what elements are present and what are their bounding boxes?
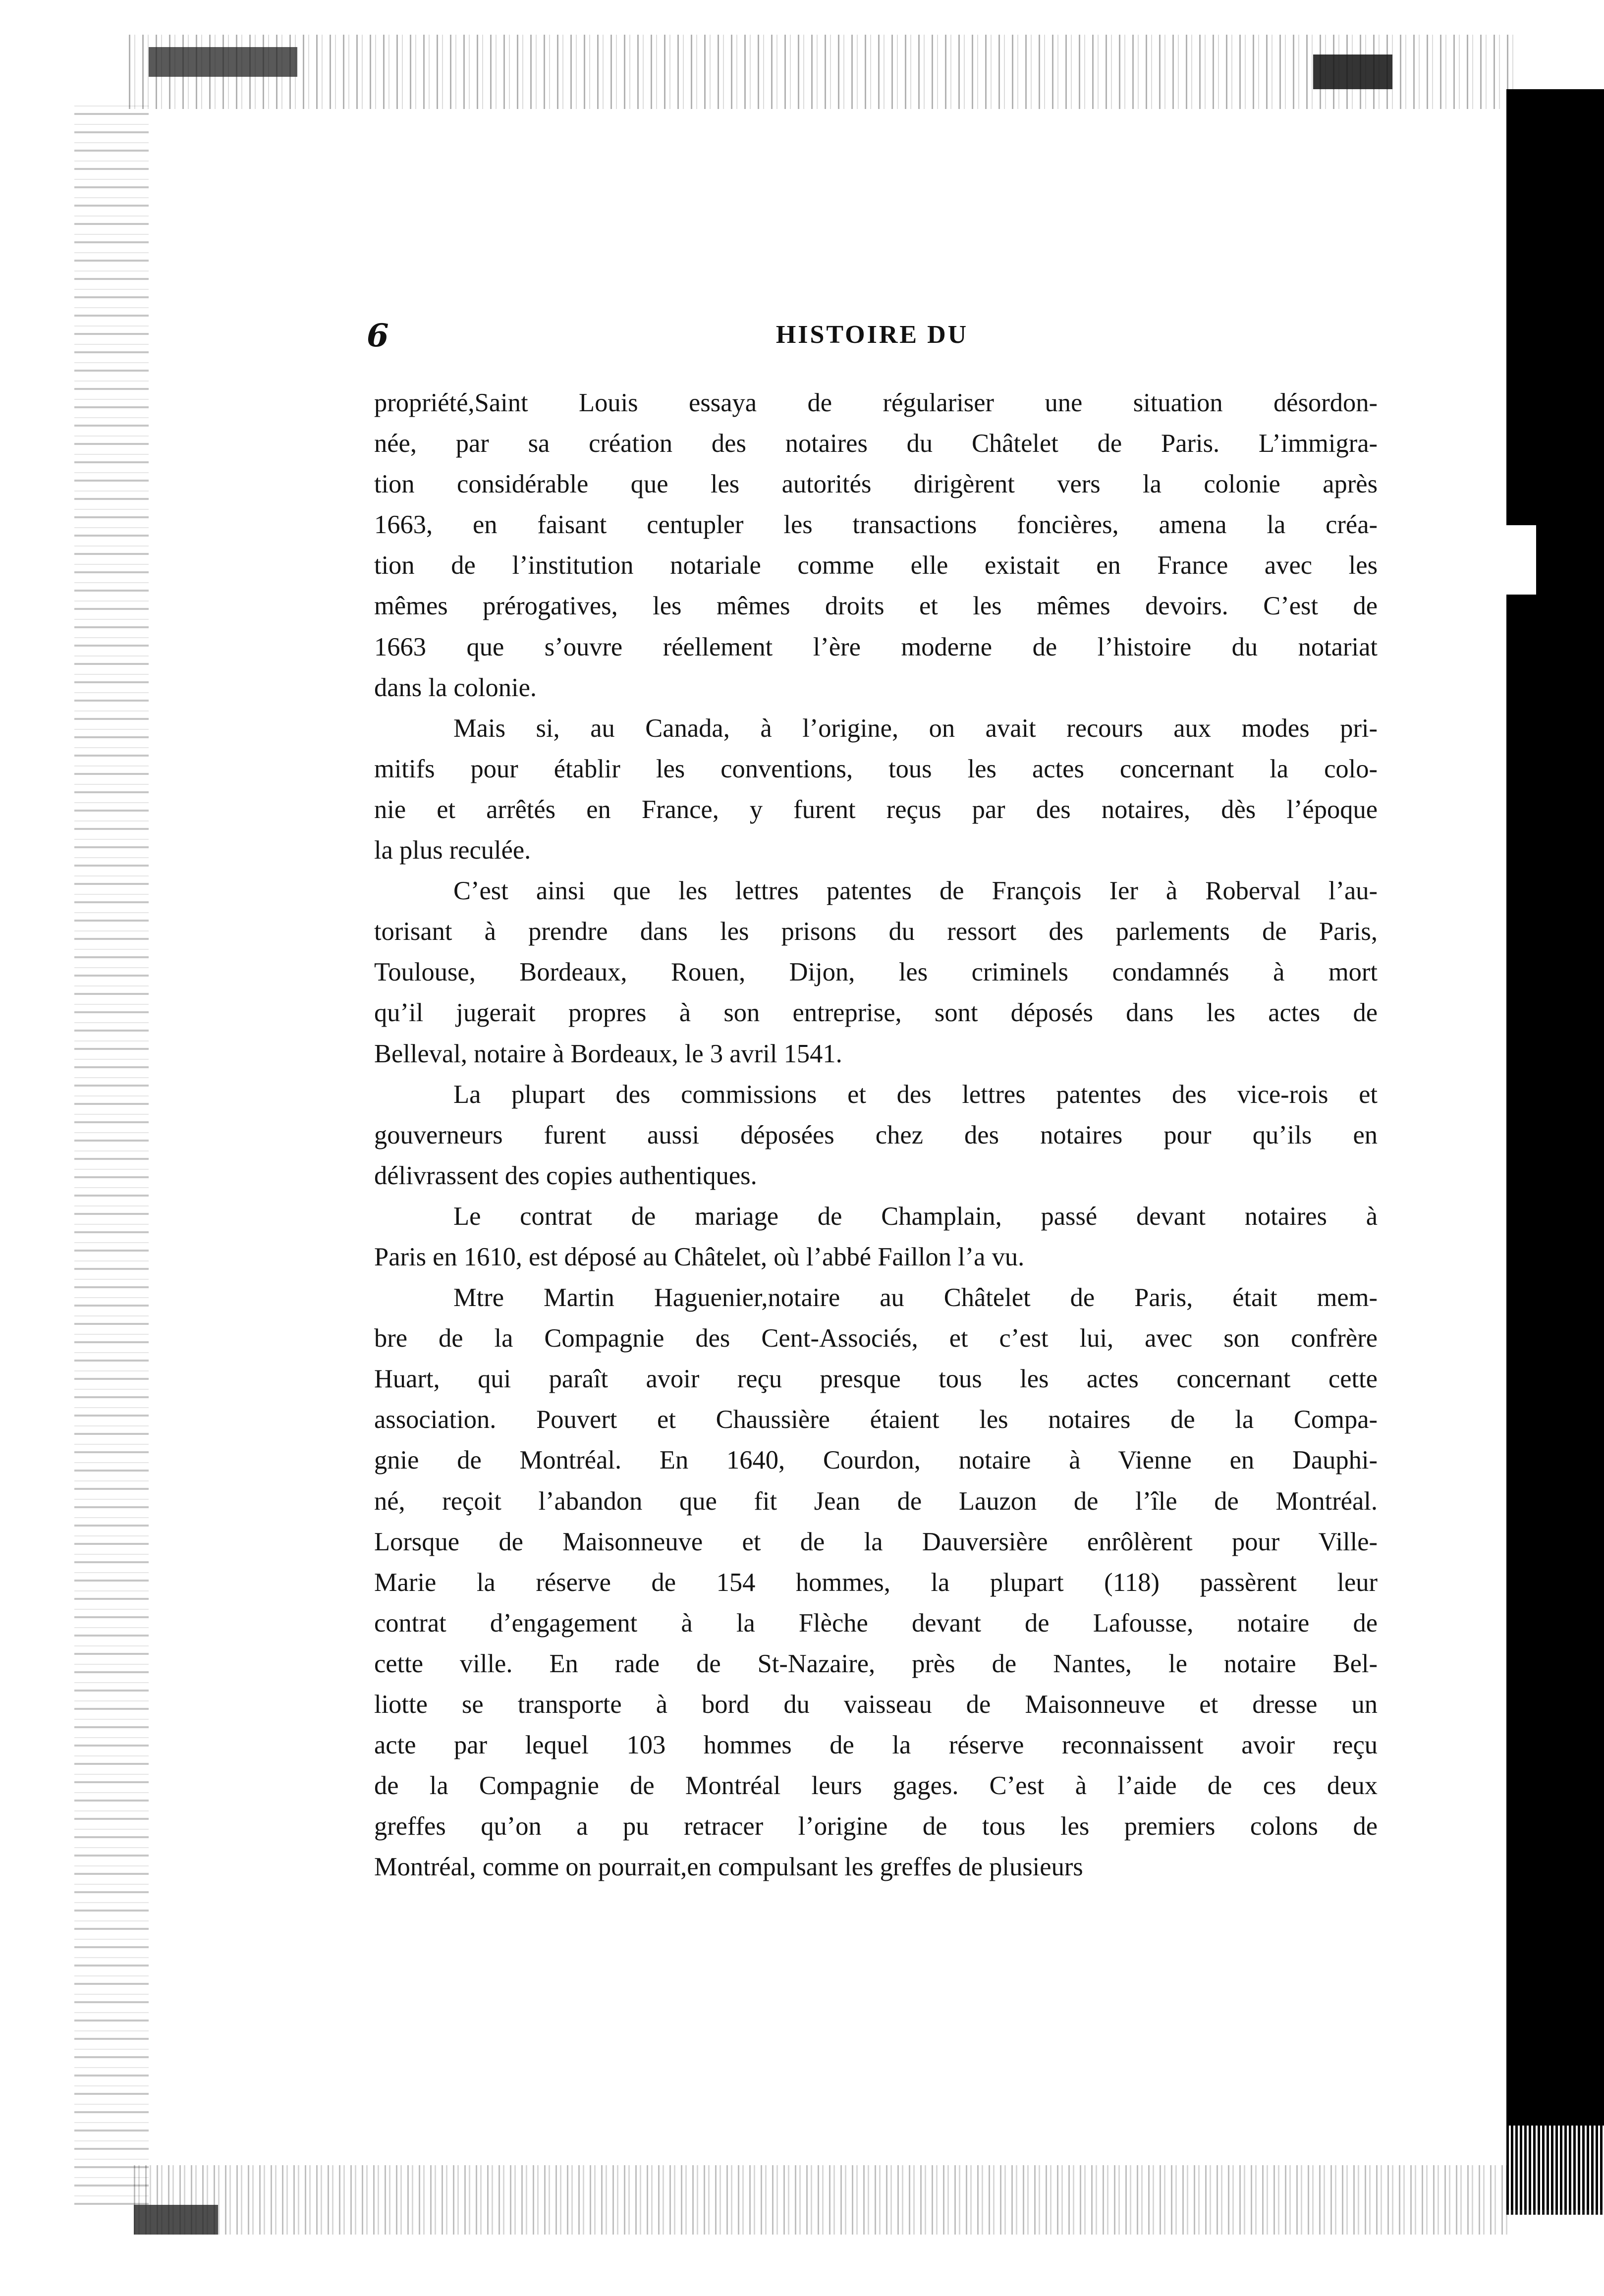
paragraph bbox=[374, 708, 1378, 871]
paragraph bbox=[374, 383, 1378, 708]
page-number: 6 bbox=[367, 317, 389, 354]
text-line: tion considérable que les autorités dirigèrent vers la colonie après bbox=[374, 470, 1378, 499]
text-line: Huart, qui paraît avoir reçu presque tous les actes concernant cette bbox=[374, 1365, 1378, 1394]
running-head: HISTOIRE DU bbox=[775, 321, 969, 349]
scan-noise-top bbox=[129, 35, 1516, 109]
paragraph bbox=[374, 1277, 1378, 1887]
text-line: la plus reculée. bbox=[374, 836, 531, 865]
text-line: cette ville. En rade de St-Nazaire, près de Nantes, le notaire Bel- bbox=[374, 1649, 1378, 1678]
text-line: né, reçoit l’abandon que fit Jean de Lauzon de l’île de Montréal. bbox=[374, 1486, 1378, 1516]
text-line: 1663 que s’ouvre réellement l’ère moderne de l’histoire du notariat bbox=[374, 632, 1378, 661]
text-line: Mais si, au Canada, à l’origine, on avait recours aux modes pri- bbox=[453, 713, 1378, 743]
scan-dark-margin-right bbox=[1506, 89, 1604, 2210]
text-line: gouverneurs furent aussi déposées chez des notaires pour qu’ils en bbox=[374, 1120, 1378, 1149]
scan-noise-left bbox=[74, 99, 149, 2205]
text-line: dans la colonie. bbox=[374, 673, 537, 702]
text-line: Toulouse, Bordeaux, Rouen, Dijon, les criminels condamnés à mort bbox=[374, 958, 1378, 987]
text-line: qu’il jugerait propres à son entreprise, sont déposés dans les actes de bbox=[374, 998, 1378, 1028]
text-line: nie et arrêtés en France, y furent reçus par des notaires, dès l’époque bbox=[374, 795, 1378, 824]
scan-smudge-top-right bbox=[1313, 55, 1392, 89]
text-line: Montréal, comme on pourrait,en compulsant les greffes de plusieurs bbox=[374, 1853, 1083, 1882]
text-line: Marie la réserve de 154 hommes, la plupart (118) passèrent leur bbox=[374, 1568, 1378, 1597]
text-line: bre de la Compagnie des Cent-Associés, et c’est lui, avec son confrère bbox=[374, 1324, 1378, 1353]
text-line: greffes qu’on a pu retracer l’origine de tous les premiers colons de bbox=[374, 1812, 1378, 1841]
scan-smudge-top-left bbox=[149, 47, 297, 77]
text-line: C’est ainsi que les lettres patentes de François Ier à Roberval l’au- bbox=[453, 876, 1378, 906]
scan-smudge-bottom-left bbox=[134, 2205, 218, 2235]
text-line: Le contrat de mariage de Champlain, passé devant notaires à bbox=[453, 1202, 1378, 1231]
scan-margin-noise bbox=[1506, 2126, 1604, 2215]
text-line: Paris en 1610, est déposé au Châtelet, où l’abbé Faillon l’a vu. bbox=[374, 1242, 1025, 1271]
paragraph bbox=[374, 871, 1378, 1074]
text-line: torisant à prendre dans les prisons du ressort des parlements de Paris, bbox=[374, 917, 1378, 946]
text-line: La plupart des commissions et des lettres patentes des vice-rois et bbox=[453, 1080, 1378, 1109]
scan-noise-bottom bbox=[134, 2165, 1511, 2235]
text-line: née, par sa création des notaires du Châtelet de Paris. L’immigra- bbox=[374, 429, 1378, 458]
text-line: délivrassent des copies authentiques. bbox=[374, 1161, 757, 1190]
text-line: contrat d’engagement à la Flèche devant de Lafousse, notaire de bbox=[374, 1608, 1378, 1638]
paragraph bbox=[374, 1074, 1378, 1196]
text-line: Mtre Martin Haguenier,notaire au Châtelet de Paris, était mem- bbox=[453, 1283, 1378, 1312]
text-line: 1663, en faisant centupler les transactions foncières, amena la créa- bbox=[374, 510, 1378, 540]
text-line: gnie de Montréal. En 1640, Courdon, notaire à Vienne en Dauphi- bbox=[374, 1446, 1378, 1475]
text-line: mitifs pour établir les conventions, tous les actes concernant la colo- bbox=[374, 754, 1378, 783]
scan-margin-gap bbox=[1506, 525, 1536, 595]
text-line: propriété,Saint Louis essaya de régulariser une situation désordon- bbox=[374, 388, 1378, 417]
text-line: de la Compagnie de Montréal leurs gages. C’est à l’aide de ces deux bbox=[374, 1771, 1378, 1801]
text-line: Belleval, notaire à Bordeaux, le 3 avril 1541. bbox=[374, 1039, 842, 1068]
text-line: mêmes prérogatives, les mêmes droits et les mêmes devoirs. C’est de bbox=[374, 592, 1378, 621]
text-line: Lorsque de Maisonneuve et de la Dauversière enrôlèrent pour Ville- bbox=[374, 1527, 1378, 1556]
text-line: tion de l’institution notariale comme elle existait en France avec les bbox=[374, 551, 1378, 580]
page-header bbox=[367, 317, 1378, 357]
text-line: association. Pouvert et Chaussière étaient les notaires de la Compa- bbox=[374, 1405, 1378, 1434]
body-text bbox=[374, 383, 1378, 1887]
text-line: acte par lequel 103 hommes de la réserve reconnaissent avoir reçu bbox=[374, 1731, 1378, 1760]
text-line: liotte se transporte à bord du vaisseau de Maisonneuve et dresse un bbox=[374, 1690, 1378, 1719]
paragraph bbox=[374, 1196, 1378, 1277]
